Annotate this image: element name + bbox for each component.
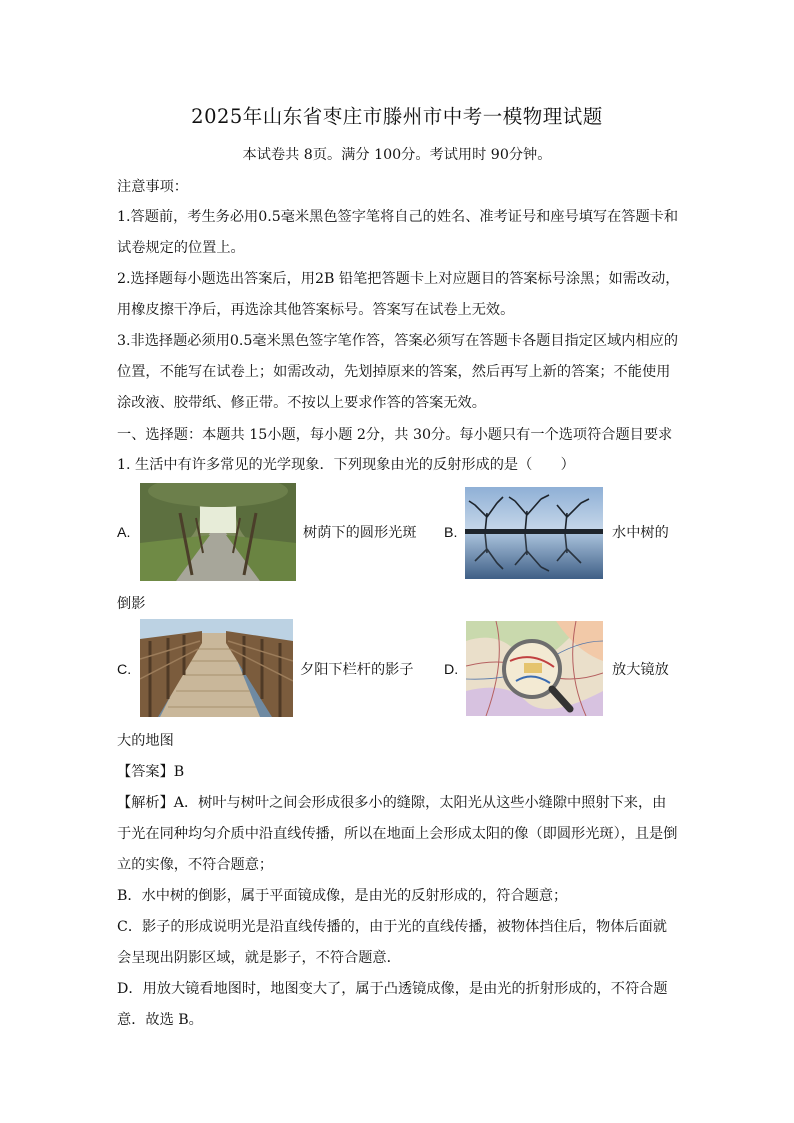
option-d-text: 放大镜放 — [612, 662, 669, 678]
explanation-line-1: 【解析】A．树叶与树叶之间会形成很多小的缝隙，太阳光从这些小缝隙中照射下来，由 — [117, 795, 667, 811]
explanation-line-4: B．水中树的倒影，属于平面镜成像，是由光的反射形成的，符合题意； — [117, 888, 568, 904]
notice-line-1: 1.答题前，考生务必用0.5毫米黑色签字笔将自己的姓名、准考证号和座号填写在答题卡和 — [117, 209, 679, 225]
notice-line-3: 2.选择题每小题选出答案后，用2B 铅笔把答题卡上对应题目的答案标号涂黑；如需改动， — [117, 271, 680, 287]
explanation-line-2: 于光在同种均匀介质中沿直线传播，所以在地面上会形成太阳的像（即圆形光斑），且是倒 — [117, 826, 678, 842]
wooden-bridge-image — [140, 619, 293, 717]
option-b-text: 水中树的 — [612, 525, 669, 541]
tree-tunnel-image — [140, 483, 296, 581]
explanation-line-5: C．影子的形成说明光是沿直线传播的，由于光的直线传播，被物体挡住后，物体后面就 — [117, 919, 667, 935]
notice-line-4: 用橡皮擦干净后，再选涂其他答案标号。答案写在试卷上无效。 — [117, 302, 515, 318]
notice-line-2: 试卷规定的位置上。 — [117, 240, 245, 256]
notice-line-5: 3.非选择题必须用0.5毫米黑色签字笔作答，答案必须写在答题卡各题目指定区域内相应的 — [117, 333, 679, 349]
option-c-text: 夕阳下栏杆的影子 — [300, 662, 414, 678]
explanation-line-7: D．用放大镜看地图时，地图变大了，属于凸透镜成像，是由光的折射形成的，不符合题 — [117, 981, 668, 997]
notice-line-7: 涂改液、胶带纸、修正带。不按以上要求作答的答案无效。 — [117, 395, 486, 411]
explanation-line-6: 会呈现出阴影区域，就是影子，不符合题意． — [117, 950, 401, 966]
option-a-text: 树荫下的圆形光斑 — [303, 525, 417, 541]
option-b-text-wrap: 倒影 — [117, 596, 146, 612]
explanation-line-8: 意．故选 B。 — [117, 1012, 203, 1028]
tree-reflection-image — [465, 487, 603, 579]
magnifier-map-image — [466, 621, 603, 716]
section-heading: 一、选择题：本题共 15小题，每小题 2分，共 30分。每小题只有一个选项符合题目要求 — [117, 427, 673, 443]
page-subtitle: 本试卷共 8页。满分 100分。考试用时 90分钟。 — [242, 147, 552, 163]
explanation-line-3: 立的实像，不符合题意； — [117, 857, 274, 873]
notice-line-6: 位置，不能写在试卷上；如需改动，先划掉原来的答案，然后再写上新的答案；不能使用 — [117, 364, 671, 380]
notice-heading: 注意事项： — [117, 179, 188, 195]
option-d-text-wrap: 大的地图 — [117, 733, 174, 749]
page-title: 2025年山东省枣庄市滕州市中考一模物理试题 — [191, 105, 603, 128]
question-1-stem: 1. 生活中有许多常见的光学现象．下列现象由光的反射形成的是（ ） — [117, 457, 575, 473]
option-c-letter: C. — [117, 662, 132, 678]
option-d-letter: D. — [444, 662, 459, 678]
option-a-letter: A. — [117, 525, 131, 541]
option-b-letter: B. — [444, 525, 458, 541]
answer-label: 【答案】B — [117, 764, 185, 780]
